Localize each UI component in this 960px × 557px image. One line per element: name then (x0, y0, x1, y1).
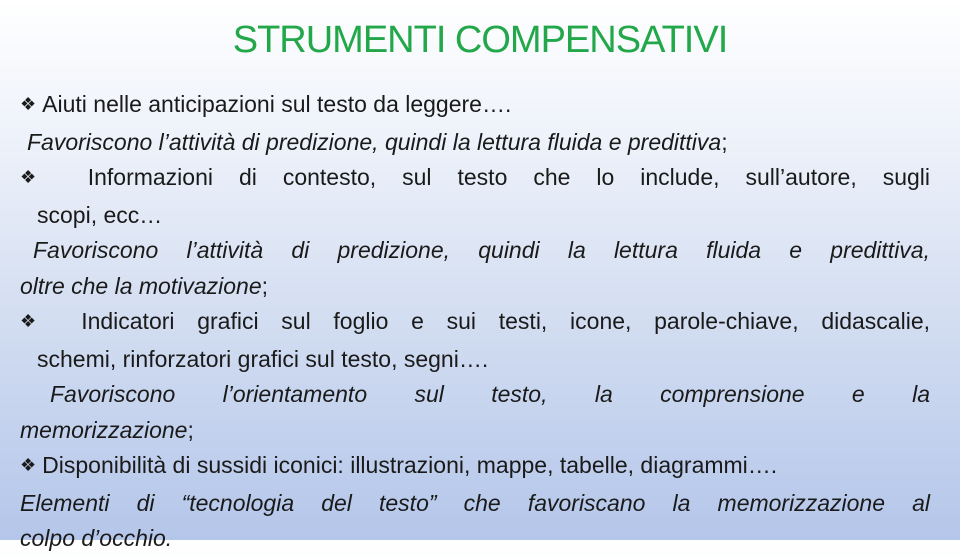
italic-text: colpo d’occhio. (20, 525, 173, 551)
continuation-line (20, 198, 930, 234)
diamond-bullet-icon: ❖ (20, 167, 56, 187)
diamond-bullet-icon: ❖ (20, 311, 53, 331)
text-line: schemi, rinforzatori grafici sul testo, segni…. (37, 345, 489, 372)
italic-text: oltre che la motivazione (20, 272, 262, 299)
sub-line (20, 521, 930, 557)
continuation-line (20, 342, 930, 378)
text-line: Aiuti nelle anticipazioni sul testo da leggere…. (42, 91, 512, 117)
sub-line (20, 125, 930, 161)
bullet-item (20, 304, 930, 342)
diamond-bullet-icon: ❖ (20, 455, 37, 475)
italic-text: Elementi di “tecnologia del testo” che favoriscano la memorizzazione al (20, 489, 930, 516)
text-line: Indicatori grafici sul foglio e sui testi, icone, parole-chiave, didascalie, (81, 308, 930, 334)
italic-text: Favoriscono l’attività di predizione, quindi la lettura fluida e predittiva, (33, 237, 930, 263)
italic-text: memorizzazione (20, 416, 188, 443)
sub-line (20, 413, 930, 449)
punctuation: ; (721, 128, 728, 155)
italic-text: Favoriscono l’attività di predizione, quindi la lettura fluida e predittiva (27, 128, 722, 155)
italic-text: Favoriscono l’orientamento sul testo, la comprensione e la (50, 381, 930, 407)
punctuation: ; (187, 416, 194, 443)
slide-title: STRUMENTI COMPENSATIVI (232, 19, 728, 61)
sub-line (20, 377, 930, 413)
sub-line (20, 486, 930, 522)
sub-line (20, 233, 930, 269)
slide-body (20, 87, 930, 557)
bullet-item (20, 87, 930, 125)
text-line: Informazioni di contesto, sul testo che lo include, sull’autore, sugli (87, 164, 930, 190)
bullet-item (20, 448, 930, 486)
bullet-item (20, 160, 930, 198)
sub-line (20, 269, 930, 305)
text-line: Disponibilità di sussidi iconici: illustrazioni, mappe, tabelle, diagrammi…. (42, 452, 778, 478)
diamond-bullet-icon: ❖ (20, 94, 37, 114)
text-line: scopi, ecc… (37, 201, 163, 228)
punctuation: ; (261, 272, 269, 299)
